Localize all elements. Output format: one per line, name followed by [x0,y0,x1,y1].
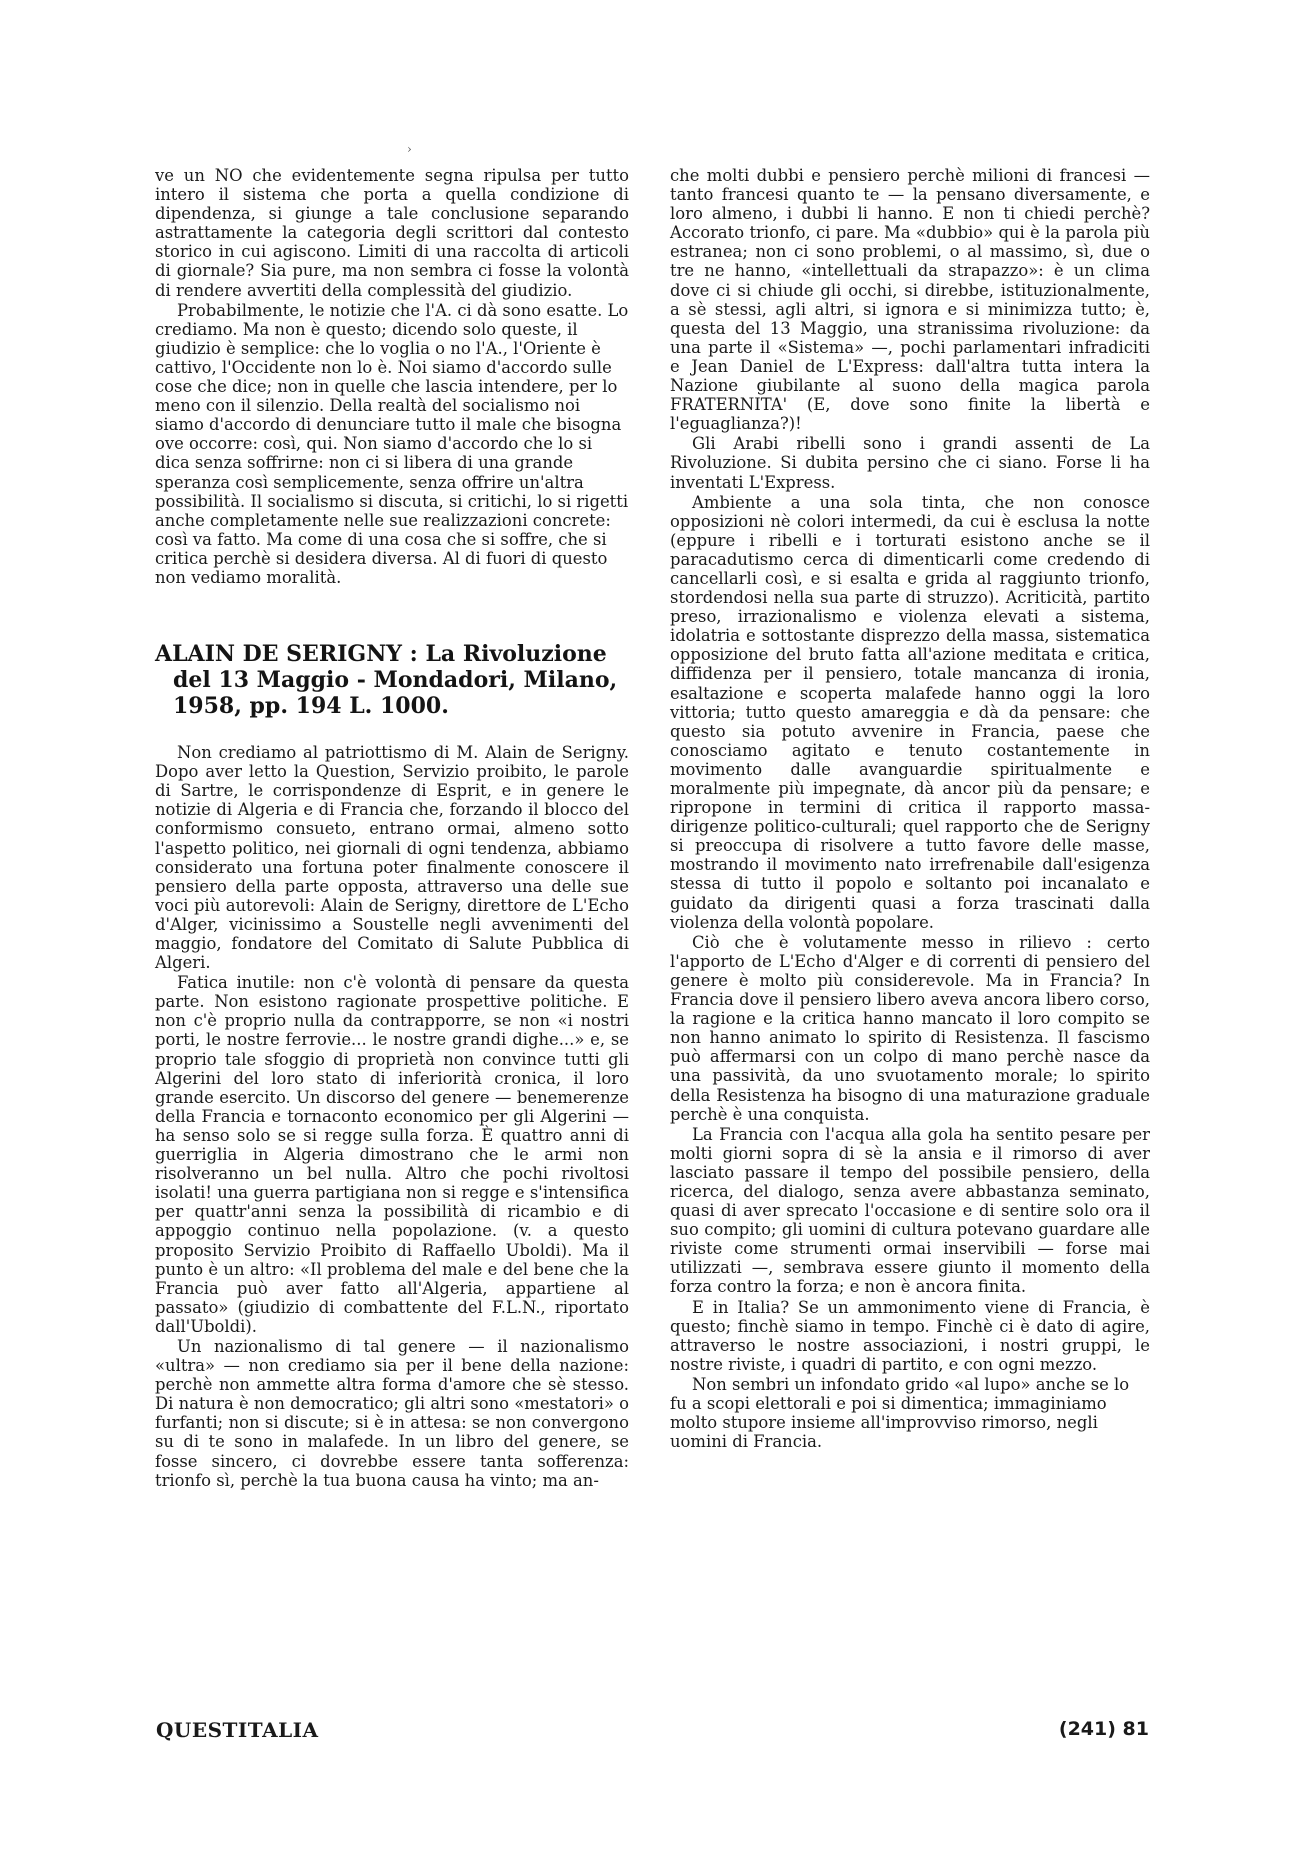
paragraph: ve un NO che evidentemente segna ripulsa per tutto intero il sistema che porta a quella condizione di dipendenza, si giunge a tale conclusione separando astrattamente la categoria degli scrittori dal contesto storico in cui agiscono. Limiti di una raccolta di articoli di giornale? Sia pure, ma non sembra ci fosse la volontà di rendere avvertiti della complessità del giudizio. [155,166,629,300]
ink-speck: › [407,142,412,156]
page-number: (241) 81 [1058,1718,1149,1740]
paragraph: Non crediamo al patriottismo di M. Alain de Serigny. Dopo aver letto la Question, Servizio proibito, le parole di Sartre, le corrispondenze di Esprit, e in genere le notizie di Algeria e di Francia che, forzando il blocco del conformismo consueto, entrano ormai, almeno sotto l'aspetto politico, nei giornali di ogni tendenza, abbiamo considerato una fortuna poter finalmente conoscere il pensiero della parte opposta, attraverso una delle sue voci più autorevoli: Alain de Serigny, direttore de L'Echo d'Alger, vicinissimo a Soustelle negli avvenimenti del maggio, fondatore del Comitato di Salute Pubblica di Algeri. [155,743,629,973]
paragraph: La Francia con l'acqua alla gola ha sentito pesare per molti giorni sopra di sè la ansia e il rimorso di aver lasciato passare il tempo del possibile pensiero, della ricerca, del dialogo, senza avere abbastanza seminato, quasi di aver sprecato l'occasione e di sentire solo ora il suo compito; gli uomini di cultura potevano guardare alle riviste come strumenti ormai inservibili — forse mai utilizzati —, sembrava essere giunto il momento della forza contro la forza; e non è ancora finita. [670,1124,1150,1297]
left-column [155,166,629,1490]
paragraph: Un nazionalismo di tal genere — il nazionalismo «ultra» — non crediamo sia per il bene della nazione: perchè non ammette altra forma d'amore che sè stesso. Di natura è non democratico; gli altri sono «mestatori» o furfanti; non si discute; si è in attesa: se non convergono su di te sono in malafede. In un libro del genere, se fosse sincero, ci dovrebbe essere tanta sofferenza: trionfo sì, perchè la tua buona causa ha vinto; ma an- [155,1336,629,1490]
paragraph: Ciò che è volutamente messo in rilievo : certo l'apporto de L'Echo d'Alger e di correnti di pensiero del genere è molto più considerevole. Ma in Francia? In Francia dove il pensiero libero aveva ancora libero corso, la ragione e la critica hanno mancato il loro compito se non hanno animato lo spirito di Resistenza. Il fascismo può affermarsi con un colpo di mano perchè nasce da una passività, da uno svuotamento morale; lo spirito della Resistenza ha bisogno di una maturazione graduale perchè è una conquista. [670,932,1150,1124]
right-column [670,166,1150,1451]
paragraph: E in Italia? Se un ammonimento viene di Francia, è questo; finchè siamo in tempo. Finchè ci è dato di agire, attraverso le nostre associazioni, i nostri gruppi, le nostre riviste, i quadri di partito, e con ogni mezzo. [670,1297,1150,1374]
paragraph: Probabilmente, le notizie che l'A. ci dà sono esatte. Lo crediamo. Ma non è questo; dicendo solo queste, il giudizio è semplice: che lo voglia o no l'A., l'Oriente è cattivo, l'Occidente non lo è. Noi siamo d'accordo sulle cose che dice; non in quelle che lascia intendere, per lo meno con il silenzio. Della realtà del socialismo noi siamo d'accordo di denunciare tutto il male che bisogna ove occorre: così, qui. Non siamo d'accordo che lo si dica senza soffrirne: non ci si libera di una grande speranza così semplicemente, senza offrire un'altra possibilità. Il socialismo si discuta, si critichi, lo si rigetti anche completamente nelle sue realizzazioni concrete: così va fatto. Ma come di una cosa che si soffre, che si critica perchè si desidera diversa. Al di fuori di questo non vediamo moralità. [155,300,629,587]
paragraph: Gli Arabi ribelli sono i grandi assenti de La Rivoluzione. Si dubita persino che ci siano. Forse li ha inventati L'Express. [670,434,1150,492]
paragraph: Ambiente a una sola tinta, che non conosce opposizioni nè colori intermedi, da cui è esclusa la notte (eppure i ribelli e i torturati esistono anche se il paracadutismo cerca di dimenticarli come credendo di cancellarli così, e si esalta e grida al raggiunto trionfo, stordendosi nella sua parte di struzzo). Acriticità, partito preso, irrazionalismo e violenza elevati a sistema, idolatria e sottostante disprezzo della massa, sistematica opposizione del bruto fatta all'azione meditata e critica, diffidenza per il pensiero, totale mancanza di ironia, esaltazione e scoperta malafede hanno oggi la loro vittoria; tutto questo amareggia e dà da pensare: che questo sia potuto avvenire in Francia, paese che conosciamo agitato e tenuto costantemente in movimento dalle avanguardie spiritualmente e moralmente più impegnate, dà ancor più da pensare; e ripropone in termini di critica il rapporto massa-dirigenze politico-culturali; quel rapporto che de Serigny si preoccupa di risolvere a tutto favore delle masse, mostrando il movimento nato irrefrenabile dall'esigenza stessa di tutto il popolo e soltanto poi incanalato e guidato da dirigenti quasi a forza trascinati dalla violenza della volontà popolare. [670,492,1150,932]
paragraph: che molti dubbi e pensiero perchè milioni di francesi — tanto francesi quanto te — la pensano diversamente, e loro almeno, i dubbi li hanno. E non ti chiedi perchè? Accorato trionfo, ci pare. Ma «dubbio» qui è la parola più estranea; non ci sono problemi, o al massimo, sì, due o tre ne hanno, «intellettuali da strapazzo»: è un clima dove ci si chiude gli occhi, si direbbe, istituzionalmente, a sè stessi, agli altri, si ignora e si minimizza tutto; è, questa del 13 Maggio, una stranissima rivoluzione: da una parte il «Sistema» —, pochi parlamentari infradiciti e Jean Daniel de L'Express: dall'altra tutta intera la Nazione giubilante al suono della magica parola FRATERNITA' (E, dove sono finite la libertà e l'eguaglianza?)! [670,166,1150,434]
paragraph: Fatica inutile: non c'è volontà di pensare da questa parte. Non esistono ragionate prospettive politiche. E non c'è proprio nulla da contrapporre, se non «i nostri porti, le nostre ferrovie... le nostre grandi dighe...» e, se proprio tale sfoggio di proprietà non convince tutti gli Algerini del loro stato di inferiorità cronica, il loro grande esercito. Un discorso del genere — benemerenze della Francia e tornaconto economico per gli Algerini — ha senso solo se si regge sulla forza. È quattro anni di guerriglia in Algeria dimostrano che le armi non risolveranno un bel nulla. Altro che pochi rivoltosi isolati! una guerra partigiana non si regge e s'intensifica per quattr'anni senza la possibilità di ricambio e di appoggio continuo nella popolazione. (v. a questo proposito Servizio Proibito di Raffaello Uboldi). Ma il punto è un altro: «Il problema del male e del bene che la Francia può aver fatto all'Algeria, appartiene al passato» (giudizio di combattente del F.L.N., riportato dall'Uboldi). [155,973,629,1336]
paragraph: Non sembri un infondato grido «al lupo» anche se lo fu a scopi elettorali e poi si dimentica; immaginiamo molto stupore insieme all'improvviso rimorso, negli uomini di Francia. [670,1374,1130,1452]
review-heading: ALAIN DE SERIGNY : La Rivoluzione del 13 Maggio - Mondadori, Milano, 1958, pp. 194 L. 1000. [155,641,618,720]
journal-name: QUESTITALIA [156,1718,319,1742]
